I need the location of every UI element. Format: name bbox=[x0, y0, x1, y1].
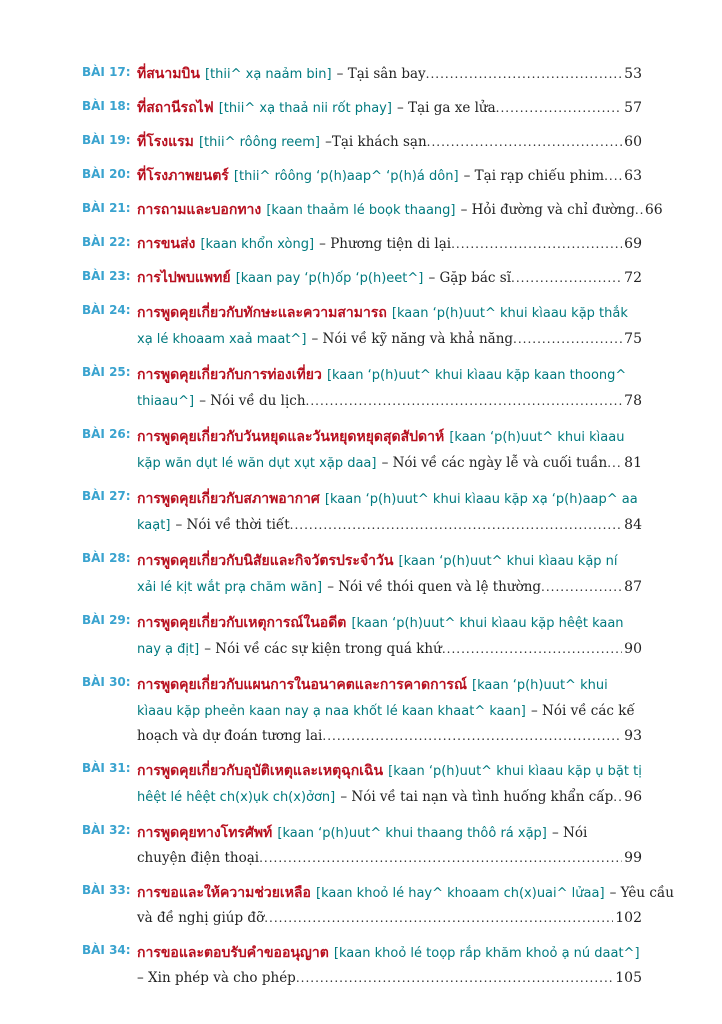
romanization: [kaan ‘p(h)uut^ khui kìaau kặp xạ ‘p(h)aap^ aa bbox=[324, 492, 638, 507]
page-number: 57 bbox=[624, 100, 642, 116]
lesson-number: BÀI 17: bbox=[82, 65, 131, 79]
vietnamese-title: – Nói bbox=[551, 825, 588, 841]
vietnamese-title: – Xin phép và cho phép bbox=[137, 970, 296, 986]
thai-title: ที่สนามบิน bbox=[137, 66, 200, 82]
lesson-number: BÀI 26: bbox=[82, 427, 131, 441]
lesson-number: BÀI 32: bbox=[82, 823, 131, 837]
romanization-continued: kặp wăn dụt lé wăn dụt xụt xặp daa] bbox=[137, 456, 377, 471]
vietnamese-title: – Nói về du lịch bbox=[199, 393, 306, 409]
thai-title: การพูดคุยเกี่ยวกับนิสัยและกิจวัตรประจำวัน bbox=[137, 553, 394, 569]
toc-entry[interactable] bbox=[82, 266, 642, 289]
toc-entry[interactable] bbox=[82, 820, 642, 870]
toc-entry[interactable] bbox=[82, 300, 642, 352]
romanization: [kaan ‘p(h)uut^ khui kìaau bbox=[449, 430, 625, 445]
vietnamese-title: – Nói về các ngày lễ và cuối tuần bbox=[381, 455, 608, 471]
thai-title: การพูดคุยเกี่ยวกับวันหยุดและวันหยุดหยุดสุดสัปดาห์ bbox=[137, 429, 445, 445]
dot-leader bbox=[496, 98, 623, 119]
lesson-number: BÀI 28: bbox=[82, 551, 131, 565]
dot-leader bbox=[604, 166, 622, 187]
toc-entry[interactable] bbox=[82, 880, 674, 930]
toc-entry[interactable] bbox=[82, 198, 663, 221]
vietnamese-title: –Tại khách sạn bbox=[325, 134, 427, 150]
romanization-continued: xải lé kịt wắt prạ chăm wăn] bbox=[137, 580, 323, 595]
romanization-continued: kaạt] bbox=[137, 518, 171, 533]
vietnamese-title: – Nói về kỹ năng và khả năng bbox=[311, 331, 514, 347]
page-number: 75 bbox=[624, 331, 642, 347]
page-number: 90 bbox=[624, 641, 642, 657]
dot-leader bbox=[541, 575, 622, 599]
page-number: 81 bbox=[624, 455, 642, 471]
romanization: [kaan ‘p(h)uut^ khui kìaau kặp kaan thoong^ bbox=[326, 368, 627, 383]
romanization: [kaan khoỏ lé hay^ khoaam ch(x)uai^ lửaa] bbox=[316, 886, 605, 901]
page-number: 63 bbox=[624, 168, 642, 184]
thai-title: การขอและตอบรับคำขออนุญาต bbox=[137, 945, 329, 961]
lesson-number: BÀI 22: bbox=[82, 235, 131, 249]
romanization: [kaan ‘p(h)uut^ khui thaang thôô rá xặp] bbox=[277, 826, 547, 841]
thai-title: การพูดคุยเกี่ยวกับสภาพอากาศ bbox=[137, 491, 320, 507]
page-number: 96 bbox=[624, 789, 642, 805]
vietnamese-title: – Hỏi đường và chỉ đường bbox=[460, 202, 635, 218]
thai-title: การพูดคุยเกี่ยวกับอุบัติเหตุและเหตุฉุกเฉิน bbox=[137, 763, 384, 779]
romanization-continued: hêệt lé hêệt ch(x)ụk ch(x)ởơn] bbox=[137, 790, 336, 805]
page-number: 66 bbox=[644, 202, 663, 218]
romanization: [kaan khoỏ lé toọp rắp khăm khoỏ ạ nú daat^] bbox=[333, 946, 640, 961]
lesson-number: BÀI 33: bbox=[82, 883, 131, 897]
vietnamese-title-continued: hoạch và dự đoán tương lai bbox=[137, 728, 323, 744]
thai-title: การถามและบอกทาง bbox=[137, 202, 262, 218]
toc-entry[interactable] bbox=[82, 486, 642, 538]
vietnamese-title: – Gặp bác sĩ bbox=[428, 270, 512, 286]
toc-entry[interactable] bbox=[82, 548, 642, 600]
toc-entry[interactable] bbox=[82, 96, 642, 119]
thai-title: ที่โรงแรม bbox=[137, 134, 194, 150]
dot-leader bbox=[296, 966, 613, 990]
vietnamese-title: – Nói về thói quen và lệ thường bbox=[327, 579, 542, 595]
thai-title: การพูดคุยทางโทรศัพท์ bbox=[137, 825, 273, 841]
page-number: 72 bbox=[624, 270, 642, 286]
romanization-continued: xạ lé khoaam xaả maat^] bbox=[137, 332, 307, 347]
thai-title: การขนส่ง bbox=[137, 236, 196, 252]
toc-entry[interactable] bbox=[82, 758, 642, 810]
romanization: [kaan ‘p(h)uut^ khui bbox=[472, 678, 608, 693]
table-of-contents bbox=[82, 62, 674, 990]
dot-leader bbox=[290, 513, 623, 537]
lesson-number: BÀI 18: bbox=[82, 99, 131, 113]
page-number: 53 bbox=[624, 66, 642, 82]
page-number: 69 bbox=[624, 236, 642, 252]
toc-entry[interactable] bbox=[82, 424, 642, 476]
thai-title: ที่สถานีรถไฟ bbox=[137, 100, 214, 116]
page-number: 105 bbox=[615, 970, 642, 986]
thai-title: การพูดคุยเกี่ยวกับทักษะและความสามารถ bbox=[137, 305, 387, 321]
toc-entry[interactable] bbox=[82, 672, 642, 748]
romanization: [kaan thaảm lé boọk thaang] bbox=[266, 203, 456, 218]
romanization: [kaan khổn xòng] bbox=[200, 237, 315, 252]
vietnamese-title: – Yêu cầu bbox=[609, 885, 674, 901]
romanization: [kaan ‘p(h)uut^ khui kìaau kặp thắk bbox=[391, 306, 628, 321]
dot-leader bbox=[426, 64, 623, 85]
lesson-number: BÀI 20: bbox=[82, 167, 131, 181]
vietnamese-title: – Phương tiện di lại bbox=[319, 236, 452, 252]
dot-leader bbox=[511, 268, 622, 289]
thai-title: การไปพบแพทย์ bbox=[137, 270, 231, 286]
romanization: [kaan pay ‘p(h)ốp ‘p(h)eet^] bbox=[235, 271, 424, 286]
dot-leader bbox=[442, 637, 622, 661]
lesson-number: BÀI 30: bbox=[82, 675, 131, 689]
dot-leader bbox=[635, 200, 643, 221]
vietnamese-title: – Nói về các sự kiện trong quá khứ bbox=[204, 641, 442, 657]
romanization: [thii^ rôông reem] bbox=[198, 135, 321, 150]
toc-entry[interactable] bbox=[82, 130, 642, 153]
romanization-continued: kìaau kặp pheẻn kaan nay ạ naa khốt lé kaan khaat^ kaan] bbox=[137, 704, 526, 719]
romanization: [thii^ xạ naảm bin] bbox=[204, 67, 332, 82]
romanization: [kaan ‘p(h)uut^ khui kìaau kặp ní bbox=[398, 554, 618, 569]
page-number: 93 bbox=[624, 728, 642, 744]
dot-leader bbox=[513, 327, 622, 351]
lesson-number: BÀI 24: bbox=[82, 303, 131, 317]
toc-entry[interactable] bbox=[82, 362, 642, 414]
thai-title: การพูดคุยเกี่ยวกับแผนการในอนาคตและการคาดการณ์ bbox=[137, 677, 467, 693]
page-number: 87 bbox=[624, 579, 642, 595]
vietnamese-title: – Tại ga xe lửa bbox=[397, 100, 496, 116]
toc-entry[interactable] bbox=[82, 610, 642, 662]
dot-leader bbox=[613, 785, 622, 809]
dot-leader bbox=[607, 451, 622, 475]
dot-leader bbox=[451, 234, 622, 255]
vietnamese-title: – Nói về các kế bbox=[530, 703, 635, 719]
lesson-number: BÀI 21: bbox=[82, 201, 131, 215]
romanization: [thii^ xạ thaả nii rốt phay] bbox=[218, 101, 392, 116]
thai-title: ที่โรงภาพยนตร์ bbox=[137, 168, 229, 184]
lesson-number: BÀI 31: bbox=[82, 761, 131, 775]
toc-entry[interactable] bbox=[82, 164, 642, 187]
dot-leader bbox=[259, 846, 622, 870]
vietnamese-title: – Nói về thời tiết bbox=[175, 517, 290, 533]
dot-leader bbox=[306, 389, 623, 413]
romanization-continued: nay ạ địt] bbox=[137, 642, 200, 657]
dot-leader bbox=[427, 132, 623, 153]
romanization: [kaan ‘p(h)uut^ khui kìaau kặp ụ bặt tị bbox=[388, 764, 642, 779]
dot-leader bbox=[322, 724, 622, 748]
romanization: [thii^ rôông ‘p(h)aap^ ‘p(h)á dôn] bbox=[233, 169, 459, 184]
romanization-continued: thiaau^] bbox=[137, 394, 195, 409]
page-number: 102 bbox=[615, 910, 642, 926]
vietnamese-title: – Nói về tai nạn và tình huống khẩn cấp bbox=[340, 789, 614, 805]
vietnamese-title-continued: và đề nghị giúp đỡ bbox=[137, 910, 265, 926]
vietnamese-title: – Tại sân bay bbox=[336, 66, 426, 82]
page-number: 78 bbox=[624, 393, 642, 409]
toc-entry[interactable] bbox=[82, 940, 642, 990]
lesson-number: BÀI 27: bbox=[82, 489, 131, 503]
lesson-number: BÀI 25: bbox=[82, 365, 131, 379]
toc-entry[interactable] bbox=[82, 232, 642, 255]
thai-title: การขอและให้ความช่วยเหลือ bbox=[137, 885, 311, 901]
page-number: 84 bbox=[624, 517, 642, 533]
lesson-number: BÀI 19: bbox=[82, 133, 131, 147]
dot-leader bbox=[264, 906, 613, 930]
vietnamese-title-continued: chuyện điện thoại bbox=[137, 850, 260, 866]
vietnamese-title: – Tại rạp chiếu phim bbox=[463, 168, 605, 184]
thai-title: การพูดคุยเกี่ยวกับการท่องเที่ยว bbox=[137, 367, 322, 383]
lesson-number: BÀI 34: bbox=[82, 943, 131, 957]
romanization: [kaan ‘p(h)uut^ khui kìaau kặp hêệt kaan bbox=[351, 616, 624, 631]
toc-entry[interactable] bbox=[82, 62, 642, 85]
lesson-number: BÀI 29: bbox=[82, 613, 131, 627]
page-number: 60 bbox=[624, 134, 642, 150]
lesson-number: BÀI 23: bbox=[82, 269, 131, 283]
thai-title: การพูดคุยเกี่ยวกับเหตุการณ์ในอดีต bbox=[137, 615, 347, 631]
page-number: 99 bbox=[624, 850, 642, 866]
